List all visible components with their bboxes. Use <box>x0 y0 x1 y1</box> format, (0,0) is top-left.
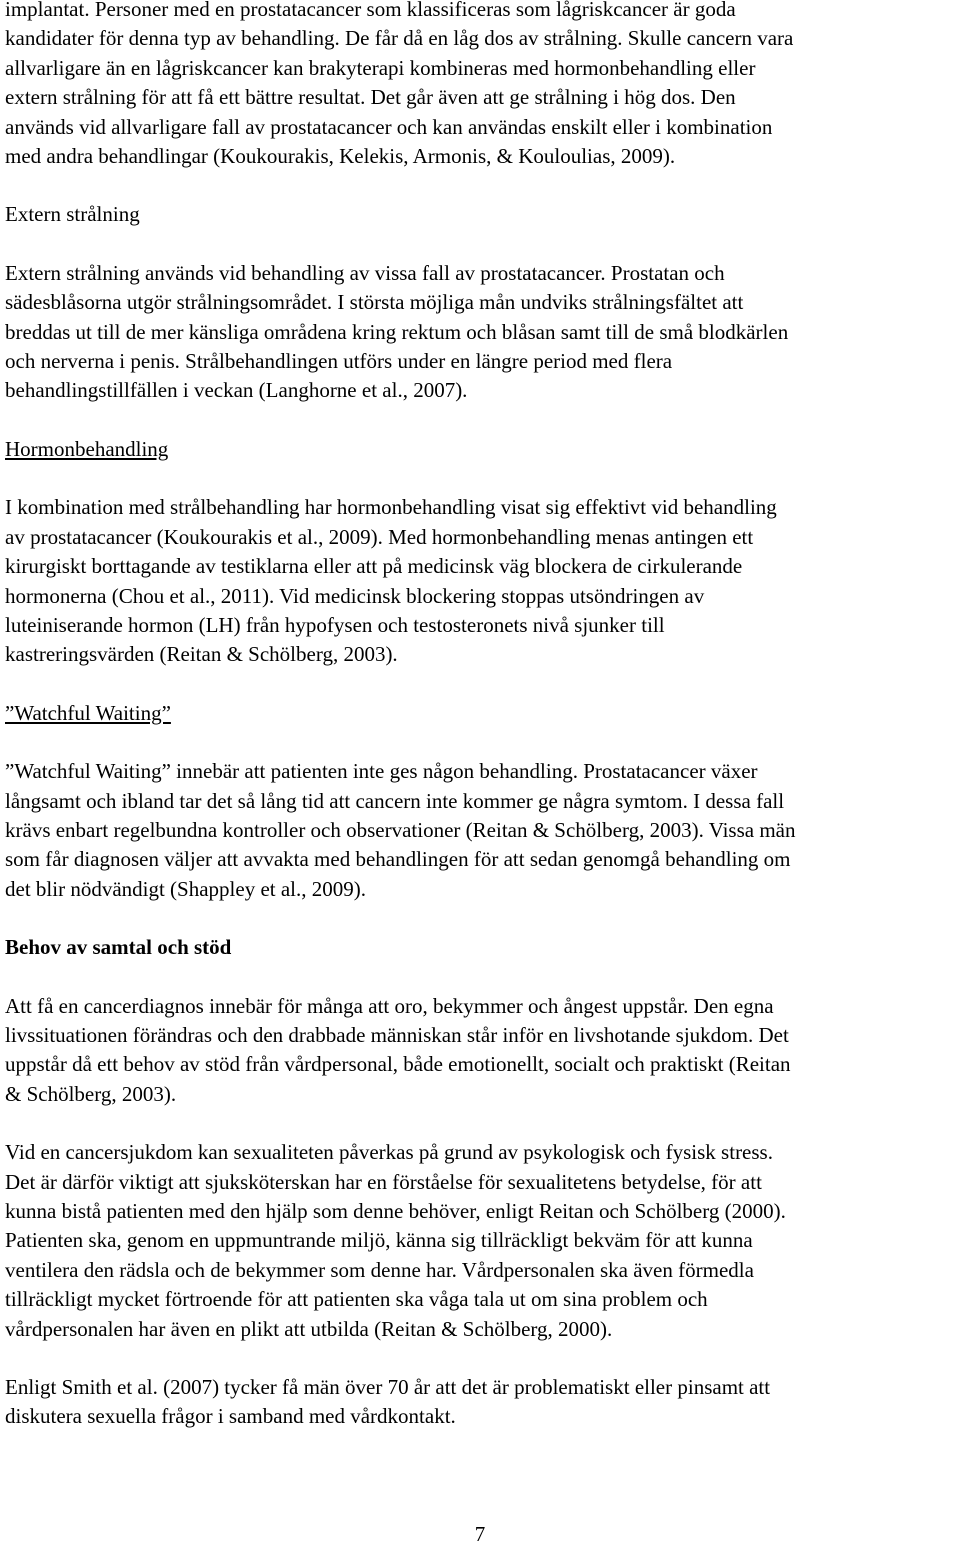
page-number: 7 <box>474 1522 486 1546</box>
heading-hormonbehandling: Hormonbehandling <box>5 436 169 461</box>
heading-watchful-waiting: ”Watchful Waiting” <box>5 700 171 725</box>
heading-behov-av-samtal: Behov av samtal och stöd <box>5 935 232 960</box>
paragraph-behov-3: Enligt Smith et al. (2007) tycker få män över 70 år att det är problematiskt eller pinsamt att diskutera sexuella frågor i samband med vårdkontakt. <box>5 1375 771 1429</box>
paragraph-watchful-waiting: ”Watchful Waiting” innebär att patienten inte ges någon behandling. Prostatacancer växer långsamt och ibland tar det så lång tid att cancern inte kommer ge några symtom. I dessa fall krävs enbart regelbundna kontroller och observationer (Reitan & Schölberg, 2003). Vissa män som får diagnosen väljer att avvakta med behandlingen för att sedan genomgå behandling om det blir nödvändigt (Shappley et al., 2009). <box>5 759 796 901</box>
paragraph-behov-2: Vid en cancersjukdom kan sexualiteten påverkas på grund av psykologisk och fysisk stress. Det är därför viktigt att sjuksköterskan har en förståelse för sexualitetens betydelse, för att kunna bistå patienten med den hjälp som denne behöver, enligt Reitan och Schölberg (2000). Patienten ska, genom en uppmuntrande miljö, känna sig tillräckligt bekväm för att kunna ventilera den rädsla och de bekymmer som denne har. Vårdpersonalen ska även förmedla tillräckligt mycket förtroende för att patienten ska våga tala ut om sina problem och vårdpersonalen har även en plikt att utbilda (Reitan & Schölberg, 2000). <box>5 1140 786 1341</box>
paragraph-extern-stralning: Extern strålning används vid behandling av vissa fall av prostatacancer. Prostatan och sädesblåsorna utgör strålningsområdet. I största möjliga mån undviks strålningsfältet att breddas ut till de mer känsliga områdena kring rektum och blåsan samt till de små blodkärlen och nerverna i penis. Strålbehandlingen utförs under en längre period med flera behandlingstillfällen i veckan (Langhorne et al., 2007). <box>5 260 789 403</box>
heading-extern-stralning: Extern strålning <box>5 202 140 227</box>
document-page <box>5 0 957 1432</box>
paragraph-behov-1: Att få en cancerdiagnos innebär för många att oro, bekymmer och ångest uppstår. Den egna livssituationen förändras och den drabbade människan står inför en livshotande sjukdom. Det uppstår då ett behov av stöd från vårdpersonal, både emotionellt, socialt och praktiskt (Reitan & Schölberg, 2003). <box>5 993 791 1106</box>
intro-paragraph: implantat. Personer med en prostatacancer som klassificeras som lågriskcancer är goda kandidater för denna typ av behandling. De får då en låg dos av strålning. Skulle cancern vara allvarligare än en lågriskcancer kan brakyterapi kombineras med hormonbehandling eller extern strålning för att få ett bättre resultat. Det går även att ge strålning i hög dos. Den används vid allvarligare fall av prostatacancer och kan användas enskilt eller i kombination med andra behandlingar (Koukourakis, Kelekis, Armonis, & Kouloulias, 2009). <box>5 0 794 169</box>
paragraph-hormonbehandling: I kombination med strålbehandling har hormonbehandling visat sig effektivt vid behandling av prostatacancer (Koukourakis et al., 2009). Med hormonbehandling menas antingen ett kirurgiskt borttagande av testiklarna eller att på medicinsk väg blockera de cirkulerande hormonerna (Chou et al., 2011). Vid medicinsk blockering stoppas utsöndringen av luteiniserande hormon (LH) från hypofysen och testosteronets nivå sjunker till kastreringsvärden (Reitan & Schölberg, 2003). <box>5 495 777 667</box>
